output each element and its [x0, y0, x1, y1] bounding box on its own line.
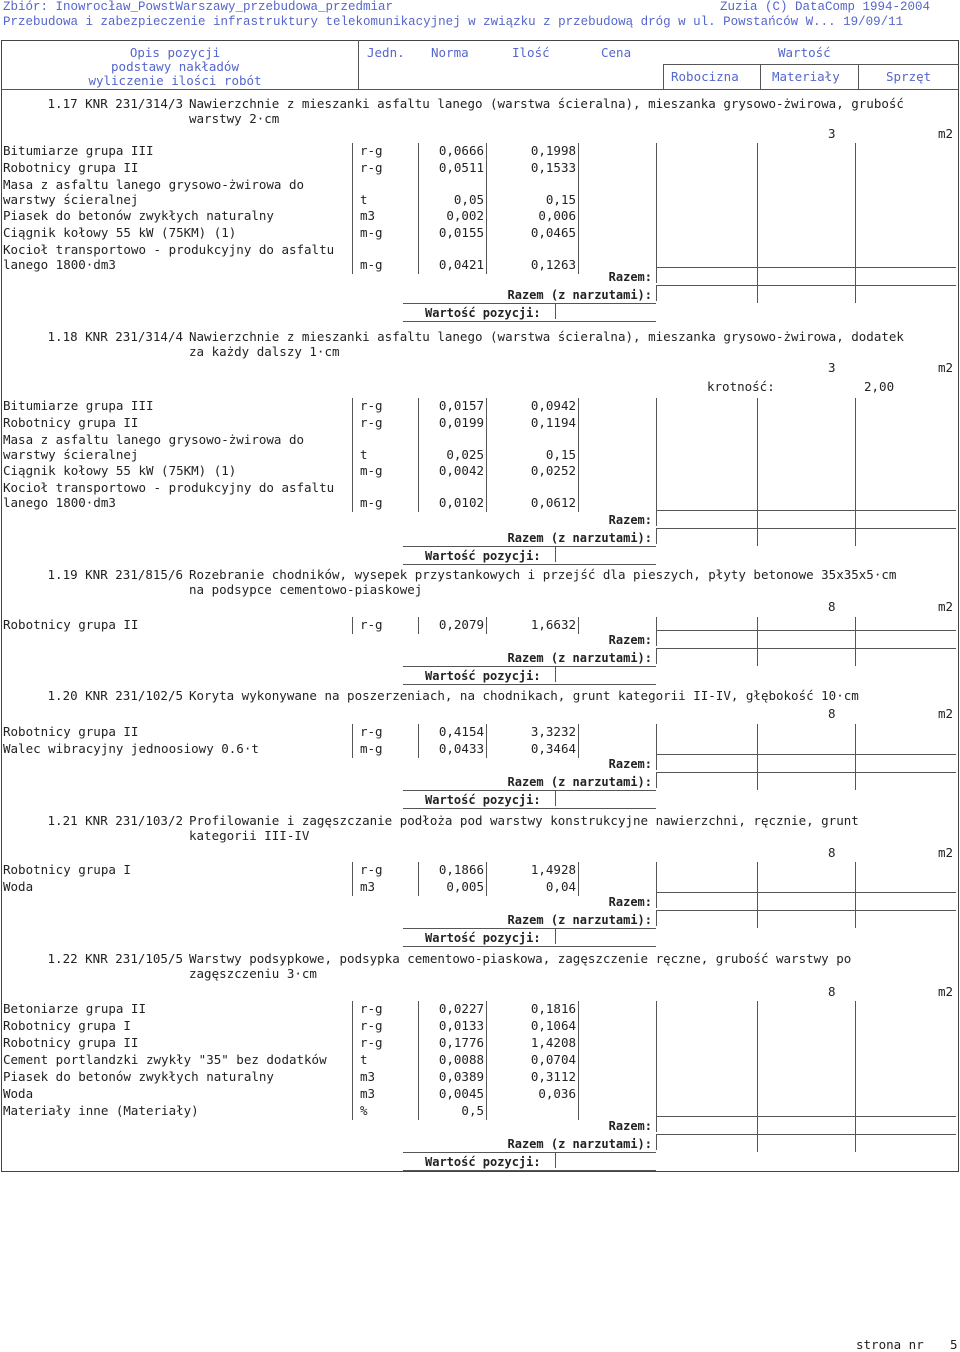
wartosc-pozycji-cell	[555, 928, 656, 944]
sum-grid-line	[757, 892, 758, 928]
position-unit: m2	[938, 706, 954, 721]
header-opis: Opis pozycji	[129, 45, 221, 60]
resource-name: Cement portlandzki zwykły "35" bez dodatków	[3, 1052, 327, 1067]
position-unit: m2	[938, 845, 954, 860]
grid-line	[578, 724, 579, 758]
resource-ilosc: 0,0252	[530, 463, 576, 478]
resource-ilosc: 0,1194	[530, 415, 576, 430]
grid-line	[418, 862, 419, 896]
grid-line	[578, 143, 579, 274]
resource-ilosc: 1,4928	[530, 862, 576, 877]
resource-name: Kocioł transportowo - produkcyjny do asfaltu	[3, 242, 335, 257]
page-label: strona nr	[856, 1337, 924, 1352]
grid-line	[757, 398, 758, 512]
position-quantity: 3	[828, 126, 836, 141]
grid-line	[855, 1001, 856, 1120]
header-ilosc: Ilość	[512, 45, 550, 60]
resource-norma: 0,0042	[438, 463, 484, 478]
grid-line	[486, 143, 487, 274]
resource-norma: 0,1776	[438, 1035, 484, 1050]
position-number-code: 1.18 KNR 231/314/4	[47, 329, 183, 344]
sum-underline	[403, 790, 555, 791]
resource-norma: 0,0088	[438, 1052, 484, 1067]
position-description: Nawierzchnie z mieszanki asfaltu lanego (warstwa ścieralna), mieszanka grysowo-żwirowa, grubość	[189, 96, 904, 111]
position-number-code: 1.21 KNR 231/103/2	[47, 813, 183, 828]
resource-norma: 0,005	[446, 879, 484, 894]
resource-name: Robotnicy grupa II	[3, 415, 139, 430]
resource-unit: r-g	[360, 1018, 383, 1033]
position-description-cont: za każdy dalszy 1·cm	[189, 344, 340, 359]
sum-grid-line	[855, 892, 856, 928]
resource-unit: r-g	[360, 160, 383, 175]
grid-line	[352, 398, 353, 512]
resource-norma: 0,0511	[438, 160, 484, 175]
header-divider	[1, 89, 959, 90]
grid-line	[855, 398, 856, 512]
grid-line	[757, 1001, 758, 1120]
razem-narzut-label: Razem (z narzutami):	[507, 531, 652, 545]
razem-label: Razem:	[608, 513, 652, 527]
position-quantity: 8	[828, 599, 836, 614]
position-description: Nawierzchnie z mieszanki asfaltu lanego (warstwa ścieralna), mieszanka grysowo-żwirowa, dodatek	[189, 329, 904, 344]
grid-line	[418, 724, 419, 758]
resource-name: Piasek do betonów zwykłych naturalny	[3, 208, 274, 223]
position-number-code: 1.17 KNR 231/314/3	[47, 96, 183, 111]
razem-label: Razem:	[608, 895, 652, 909]
resource-ilosc: 0,0704	[530, 1052, 576, 1067]
resource-norma: 0,0133	[438, 1018, 484, 1033]
header-robocizna: Robocizna	[671, 69, 739, 84]
grid-line	[352, 143, 353, 274]
wartosc-pozycji-label: Wartość pozycji:	[425, 931, 541, 945]
resource-name-cont: lanego 1800·dm3	[3, 257, 116, 272]
resource-unit: m3	[360, 1069, 376, 1084]
sum-grid-line	[757, 267, 758, 303]
wartosc-pozycji-cell	[555, 303, 656, 319]
grid-line	[855, 143, 856, 274]
position-description-cont: na podsypce cementowo-piaskowej	[189, 582, 423, 597]
position-unit: m2	[938, 126, 954, 141]
resource-name: Robotnicy grupa II	[3, 160, 139, 175]
grid-line	[418, 1001, 419, 1120]
sum-grid-line	[855, 754, 856, 790]
position-unit: m2	[938, 984, 954, 999]
resource-ilosc: 0,1533	[530, 160, 576, 175]
resource-name-cont: lanego 1800·dm3	[3, 495, 116, 510]
position-number-code: 1.19 KNR 231/815/6	[47, 567, 183, 582]
grid-line	[352, 617, 353, 634]
razem-cells	[656, 267, 956, 283]
resource-norma: 0,5	[461, 1103, 484, 1118]
resource-ilosc: 0,006	[538, 208, 576, 223]
sum-underline	[403, 808, 656, 809]
resource-unit: m-g	[360, 741, 383, 756]
razem-narzut-cells	[656, 528, 956, 544]
grid-line	[352, 1001, 353, 1120]
razem-narzut-label: Razem (z narzutami):	[507, 651, 652, 665]
sum-grid-line	[855, 267, 856, 303]
resource-name: Robotnicy grupa II	[3, 724, 139, 739]
grid-line	[757, 862, 758, 896]
resource-unit: m3	[360, 1086, 376, 1101]
wartosc-pozycji-label: Wartość pozycji:	[425, 306, 541, 320]
resource-norma: 0,0421	[438, 257, 484, 272]
resource-name: Ciągnik kołowy 55 kW (75KM) (1)	[3, 463, 237, 478]
resource-unit: m-g	[360, 225, 383, 240]
grid-line	[486, 1001, 487, 1120]
sum-underline	[403, 946, 656, 947]
resource-norma: 0,0157	[438, 398, 484, 413]
resource-ilosc: 0,1816	[530, 1001, 576, 1016]
grid-line	[486, 617, 487, 634]
razem-cells	[656, 510, 956, 526]
resource-norma: 0,0045	[438, 1086, 484, 1101]
position-number-code: 1.20 KNR 231/102/5	[47, 688, 183, 703]
razem-narzut-label: Razem (z narzutami):	[507, 775, 652, 789]
resource-unit: m3	[360, 208, 376, 223]
resource-norma: 0,0199	[438, 415, 484, 430]
sum-underline	[403, 666, 555, 667]
resource-unit: r-g	[360, 415, 383, 430]
resource-name: Masa z asfaltu lanego grysowo-żwirowa do	[3, 432, 305, 447]
resource-ilosc: 0,15	[545, 447, 576, 462]
grid-line	[418, 143, 419, 274]
wartosc-pozycji-label: Wartość pozycji:	[425, 793, 541, 807]
resource-norma: 0,4154	[438, 724, 484, 739]
resource-name: Woda	[3, 879, 34, 894]
grid-line	[656, 143, 657, 274]
sum-underline	[403, 928, 555, 929]
wartosc-pozycji-cell	[555, 546, 656, 562]
razem-label: Razem:	[608, 757, 652, 771]
resource-unit: t	[360, 447, 368, 462]
resource-name-cont: warstwy ścieralnej	[3, 447, 139, 462]
wartosc-pozycji-cell	[555, 790, 656, 806]
sum-grid-line	[757, 1116, 758, 1152]
resource-ilosc: 1,6632	[530, 617, 576, 632]
resource-ilosc: 0,0612	[530, 495, 576, 510]
grid-line	[578, 1001, 579, 1120]
razem-narzut-label: Razem (z narzutami):	[507, 913, 652, 927]
wartosc-pozycji-cell	[555, 1152, 656, 1168]
collection-title: Zbiór: Inowrocław_PowstWarszawy_przebudowa_przedmiar	[3, 0, 394, 14]
resource-name: Ciągnik kołowy 55 kW (75KM) (1)	[3, 225, 237, 240]
header-norma: Norma	[431, 45, 469, 60]
resource-ilosc: 0,1998	[530, 143, 576, 158]
sum-grid-line	[855, 630, 856, 666]
sum-underline	[403, 303, 555, 304]
grid-line	[757, 724, 758, 758]
resource-unit: m-g	[360, 495, 383, 510]
resource-name: Robotnicy grupa II	[3, 617, 139, 632]
resource-name: Masa z asfaltu lanego grysowo-żwirowa do	[3, 177, 305, 192]
header-col-sep	[358, 40, 359, 89]
razem-narzut-cells	[656, 1134, 956, 1150]
grid-line	[486, 862, 487, 896]
software-credit: Zuzia (C) DataComp 1994-2004	[720, 0, 931, 14]
position-description-cont: warstwy 2·cm	[189, 111, 280, 126]
grid-line	[418, 617, 419, 634]
resource-name: Betoniarze grupa II	[3, 1001, 146, 1016]
resource-unit: t	[360, 192, 368, 207]
sum-underline	[403, 321, 656, 322]
resource-ilosc: 0,0942	[530, 398, 576, 413]
resource-name: Materiały inne (Materiały)	[3, 1103, 199, 1118]
resource-ilosc: 3,3232	[530, 724, 576, 739]
sum-underline	[403, 546, 555, 547]
razem-label: Razem:	[608, 270, 652, 284]
resource-name: Robotnicy grupa II	[3, 1035, 139, 1050]
resource-unit: r-g	[360, 862, 383, 877]
sum-grid-line	[757, 510, 758, 546]
grid-line	[578, 617, 579, 634]
sum-grid-line	[855, 1116, 856, 1152]
project-title: Przebudowa i zabezpieczenie infrastruktury telekomunikacyjnej w związku z przebudową dróg w ul. Powstańców W... 19/09/11	[3, 15, 904, 29]
resource-unit: m-g	[360, 463, 383, 478]
resource-unit: r-g	[360, 724, 383, 739]
position-description: Rozebranie chodników, wysepek przystankowych i przejść dla pieszych, płyty betonowe 35x35x5·cm	[189, 567, 897, 582]
wartosc-pozycji-label: Wartość pozycji:	[425, 1155, 541, 1169]
position-quantity: 8	[828, 845, 836, 860]
header-sprzet: Sprzęt	[886, 69, 932, 84]
resource-norma: 0,0389	[438, 1069, 484, 1084]
resource-name: Piasek do betonów zwykłych naturalny	[3, 1069, 274, 1084]
grid-line	[656, 398, 657, 512]
resource-unit: %	[360, 1103, 368, 1118]
razem-cells	[656, 754, 956, 770]
position-description-cont: zagęszczeniu 3·cm	[189, 966, 317, 981]
grid-line	[656, 1001, 657, 1120]
resource-name: Bitumiarze grupa III	[3, 143, 154, 158]
sum-grid-line	[757, 754, 758, 790]
resource-ilosc: 0,15	[545, 192, 576, 207]
grid-line	[578, 862, 579, 896]
position-quantity: 8	[828, 706, 836, 721]
position-number-code: 1.22 KNR 231/105/5	[47, 951, 183, 966]
position-quantity: 8	[828, 984, 836, 999]
resource-unit: t	[360, 1052, 368, 1067]
sum-grid-line	[757, 630, 758, 666]
resource-norma: 0,0155	[438, 225, 484, 240]
grid-line	[352, 862, 353, 896]
sum-underline	[403, 1152, 555, 1153]
grid-line	[757, 143, 758, 274]
wartosc-pozycji-label: Wartość pozycji:	[425, 669, 541, 683]
krotnosc-value: 2,00	[864, 379, 895, 394]
header-sub-divider	[663, 64, 959, 65]
razem-label: Razem:	[608, 633, 652, 647]
header-col-sep	[858, 64, 859, 89]
grid-line	[486, 724, 487, 758]
sum-underline	[403, 684, 656, 685]
resource-name: Walec wibracyjny jednoosiowy 0.6·t	[3, 741, 259, 756]
position-description: Warstwy podsypkowe, podsypka cementowo-piaskowa, zagęszczenie ręczne, grubość warstwy po	[189, 951, 852, 966]
resource-norma: 0,0227	[438, 1001, 484, 1016]
header-podstawy: podstawy nakładów	[111, 59, 239, 74]
wartosc-pozycji-label: Wartość pozycji:	[425, 549, 541, 563]
resource-name-cont: warstwy ścieralnej	[3, 192, 139, 207]
resource-unit: r-g	[360, 1001, 383, 1016]
resource-ilosc: 0,1064	[530, 1018, 576, 1033]
header-cena: Cena	[601, 45, 632, 60]
resource-ilosc: 0,3112	[530, 1069, 576, 1084]
resource-unit: r-g	[360, 1035, 383, 1050]
grid-line	[578, 398, 579, 512]
razem-narzut-cells	[656, 772, 956, 788]
razem-cells	[656, 1116, 956, 1132]
sum-grid-line	[855, 510, 856, 546]
position-unit: m2	[938, 599, 954, 614]
sum-underline	[403, 1170, 656, 1171]
resource-unit: r-g	[360, 617, 383, 632]
resource-name: Robotnicy grupa I	[3, 862, 131, 877]
header-jedn: Jedn.	[367, 45, 405, 60]
grid-line	[418, 398, 419, 512]
wartosc-pozycji-cell	[555, 666, 656, 682]
resource-name: Woda	[3, 1086, 34, 1101]
razem-narzut-label: Razem (z narzutami):	[507, 288, 652, 302]
razem-cells	[656, 892, 956, 908]
grid-line	[855, 862, 856, 896]
resource-ilosc: 0,0465	[530, 225, 576, 240]
razem-narzut-cells	[656, 648, 956, 664]
razem-cells	[656, 630, 956, 646]
resource-unit: m-g	[360, 257, 383, 272]
krotnosc-label: krotność:	[707, 379, 775, 394]
grid-line	[855, 724, 856, 758]
resource-norma: 0,0666	[438, 143, 484, 158]
resource-norma: 0,1866	[438, 862, 484, 877]
header-wyliczenie: wyliczenie ilości robót	[88, 73, 262, 88]
resource-ilosc: 0,036	[538, 1086, 576, 1101]
resource-ilosc: 0,04	[545, 879, 576, 894]
resource-ilosc: 0,1263	[530, 257, 576, 272]
resource-ilosc: 1,4208	[530, 1035, 576, 1050]
grid-line	[352, 724, 353, 758]
resource-norma: 0,002	[446, 208, 484, 223]
resource-norma: 0,0102	[438, 495, 484, 510]
resource-name: Kocioł transportowo - produkcyjny do asfaltu	[3, 480, 335, 495]
header-col-sep	[663, 64, 664, 89]
grid-line	[656, 724, 657, 758]
position-quantity: 3	[828, 360, 836, 375]
header-materialy: Materiały	[772, 69, 840, 84]
resource-norma: 0,05	[453, 192, 484, 207]
position-unit: m2	[938, 360, 954, 375]
header-col-sep	[760, 64, 761, 89]
grid-line	[486, 398, 487, 512]
resource-unit: m3	[360, 879, 376, 894]
resource-norma: 0,2079	[438, 617, 484, 632]
resource-ilosc: 0,3464	[530, 741, 576, 756]
resource-norma: 0,025	[446, 447, 484, 462]
header-wartosc: Wartość	[778, 45, 831, 60]
position-description: Profilowanie i zagęszczanie podłoża pod warstwy konstrukcyjne nawierzchni, ręcznie, grunt	[189, 813, 859, 828]
page-number: 5	[950, 1337, 958, 1352]
razem-narzut-cells	[656, 285, 956, 301]
sum-underline	[403, 564, 656, 565]
resource-norma: 0,0433	[438, 741, 484, 756]
razem-label: Razem:	[608, 1119, 652, 1133]
resource-name: Bitumiarze grupa III	[3, 398, 154, 413]
position-description: Koryta wykonywane na poszerzeniach, na chodnikach, grunt kategorii II-IV, głębokość 10·cm	[189, 688, 859, 703]
razem-narzut-label: Razem (z narzutami):	[507, 1137, 652, 1151]
razem-narzut-cells	[656, 910, 956, 926]
resource-unit: r-g	[360, 143, 383, 158]
position-description-cont: kategorii III-IV	[189, 828, 310, 843]
grid-line	[656, 862, 657, 896]
resource-unit: r-g	[360, 398, 383, 413]
resource-name: Robotnicy grupa I	[3, 1018, 131, 1033]
